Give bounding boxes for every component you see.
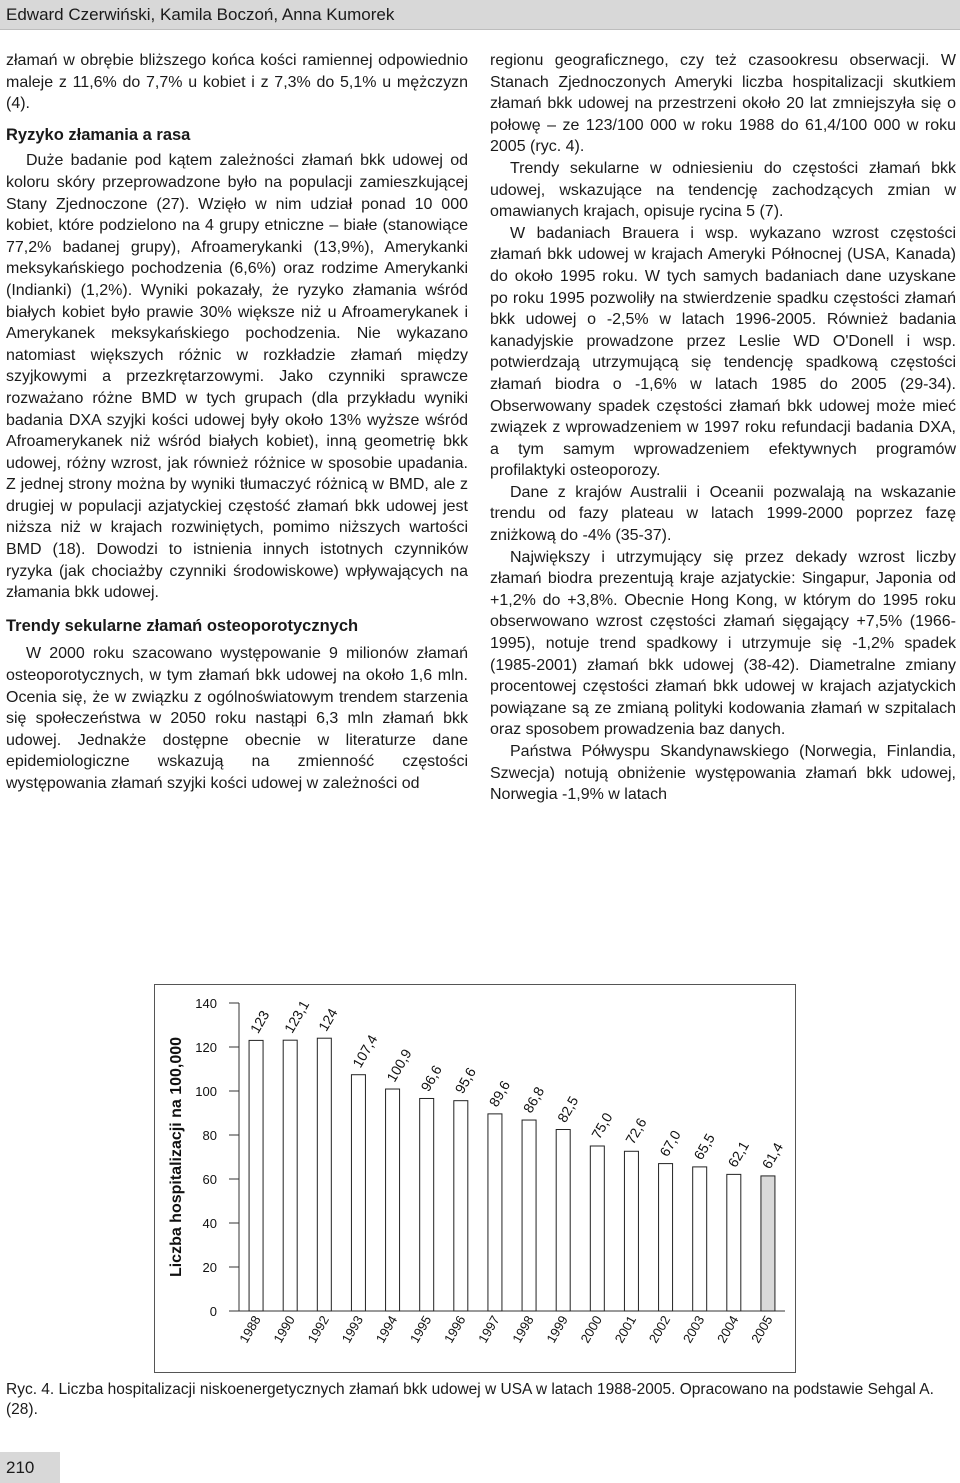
y-tick-label: 20 (202, 1260, 217, 1275)
x-tick-label-2001: 2001 (611, 1313, 640, 1346)
right-paragraph-1: regionu geograficznego, czy też czasookresu obserwacji. W Stanach Zjednoczonych Ameryki liczba hospitalizacji skutkiem złamań bkk udowej na przestrzeni około 20 lat zmniejszyła się o połowę – ze 123/100 000 w roku 1988 do 61,4/100 000 w roku 2005 (ryc. 4). (490, 52, 956, 156)
value-label-2004: 62,1 (724, 1138, 753, 1170)
page-number: 210 (0, 1452, 60, 1483)
bar-1994 (386, 1089, 400, 1311)
value-label-1996: 95,6 (451, 1064, 480, 1097)
y-axis-label: Liczba hospitalizacji na 100,000 (168, 1036, 185, 1278)
x-tick-label-2003: 2003 (679, 1313, 708, 1346)
left-column (6, 50, 468, 795)
value-label-1998: 86,8 (519, 1083, 548, 1116)
bar-1993 (351, 1075, 365, 1311)
bar-1997 (488, 1114, 502, 1311)
bar-chart-svg (155, 985, 795, 1372)
value-label-1988: 123 (246, 1007, 273, 1036)
right-paragraph-3: W badaniach Brauera i wsp. wykazano wzrost częstości złamań bkk udowej w krajach Ameryki Północnej (USA, Kanada) do około 1995 roku. W tych samych badaniach dane uzyskane po roku 1995 pozwoliły na stwierdzenie spadku częstości złamań bkk udowej o -2,5% w latach 1996-2005. Również badania kanadyjskie prowadzone przez Leslie WD O'Donell i wsp. potwierdzają utrzymującą się tendencję spadkową częstości złamań biodra o -1,6% w latach 1985 do 2005 (29-34). Obserwowany spadek częstości złamań bkk udowej może mieć związek z wprowadzeniem w 1997 roku refundacji badania DXA, a tym samym wprowadzeniem efektywnych programów profilaktyki osteoporozy. (490, 224, 956, 480)
bar-1999 (556, 1130, 570, 1312)
value-label-1992: 124 (315, 1005, 341, 1034)
left-paragraph-3: W 2000 roku szacowano występowanie 9 milionów złamań osteoporotycznych, w tym złamań bkk udowej na około 1,6 mln. Ocenia się, że w związku z ogólnoświatowym trendem starzenia się społeczeństwa w 2050 roku nastąpi 6,3 mln złamań bkk udowej. Jednakże dostępne obecnie w literaturze dane epidemiologiczne wskazują na zmienność częstości występowania złamań szyjki kości udowej w zależności od (6, 645, 468, 792)
y-tick-label: 140 (195, 996, 217, 1011)
x-tick-label-1996: 1996 (440, 1313, 469, 1346)
x-tick-label-1992: 1992 (304, 1313, 332, 1346)
bar-2005 (761, 1176, 775, 1311)
bar-2000 (590, 1146, 604, 1311)
value-label-1993: 107,4 (349, 1031, 381, 1071)
x-tick-label-1990: 1990 (270, 1313, 298, 1346)
left-paragraph-2: Duże badanie pod kątem zależności złamań bkk udowej od koloru skóry przeprowadzone było na populacji zamieszkującej Stany Zjednoczone (27). Wzięło w nim udział ponad 10 000 kobiet, które podzielono na 4 grupy etniczne – białe (stanowiące 77,2% badanej grupy), Afroamerykanki (13,9%), Amerykanki meksykańskiego pochodzenia (6,6%) oraz rodzime Amerykanki (Indianki) (1,2%). Wyniki pokazały, że ryzyko złamania wśród białych kobiet było prawie 30% większe niż u Afroamerykanek i Amerykanek meksykańskiego pochodzenia. Nie wykazano natomiast większych różnic w rozkładzie złamań między szyjkowymi a przezkrętarzowymi. Jako czynniki sprawcze rozważano różne BMD w tych grupach (dla przykładu wyniki badania DXA szyjki kości udowej były około 13% wyższe wśród Afroamerykanek niż wśród białych kobiet), inną geometrię bkk udowej, różny wzrost, jak również różnice w sposobie upadania. Z jednej strony można by wyniki tłumaczyć różnicą w BMD, ale z drugiej w populacji azjatyckiej częstość złamań bkk udowej jest niższa niż w krajach rozwiniętych, pomimo niższych wartości BMD (18). Dowodzi to istnienia innych istotnych czynników ryzyka (jak chociażby czynniki środowiskowe) wpływających na złamania bkk udowej. (6, 152, 468, 602)
y-tick-label: 100 (195, 1084, 217, 1099)
x-tick-label-1988: 1988 (236, 1313, 264, 1346)
x-tick-label-2004: 2004 (713, 1313, 742, 1346)
bar-1992 (317, 1038, 331, 1311)
x-tick-label-1998: 1998 (509, 1313, 537, 1346)
right-paragraph-5: Największy i utrzymujący się przez dekady wzrost liczby złamań biodra prezentują kraje azjatyckie: Singapur, Japonia od +1,2% do +3,8%. Obecnie Hong Kong, w którym do 1995 roku obserwowano wzrost częstości złamań sięgający +7,5% (1966-1995), notuje trend spadkowy i utrzymuje się -1,2% spadek (1985-2001) złamań bkk udowej (38-42). Diametralne zmiany procentowej częstości złamań bkk udowej w krajach azjatyckich powiązane są ze zmianą polityki kodowania złamań w szpitalach oraz sposobem prowadzenia baz danych. (490, 548, 956, 739)
bar-2004 (727, 1174, 741, 1311)
y-tick-label: 60 (202, 1172, 217, 1187)
value-label-1990: 123,1 (280, 997, 313, 1036)
y-tick-label: 120 (195, 1040, 217, 1055)
bar-1990 (283, 1040, 297, 1311)
x-tick-label-2005: 2005 (748, 1313, 776, 1346)
header-authors: Edward Czerwiński, Kamila Boczoń, Anna Kumorek (6, 5, 395, 24)
value-label-2005: 61,4 (758, 1139, 787, 1172)
x-tick-label-1994: 1994 (372, 1313, 401, 1346)
figure-4-chart (154, 984, 796, 1373)
right-column (490, 50, 956, 806)
bar-2001 (624, 1151, 638, 1311)
value-label-1995: 96,6 (417, 1062, 445, 1094)
x-tick-label-1997: 1997 (475, 1313, 503, 1346)
x-tick-label-2000: 2000 (577, 1313, 605, 1346)
y-tick-label: 80 (202, 1128, 217, 1143)
y-tick-label: 0 (209, 1304, 217, 1319)
value-label-1999: 82,5 (553, 1093, 582, 1125)
right-paragraph-2: Trendy sekularne w odniesieniu do częstości złamań bkk udowej, wskazujące na tendencję zachodzących zmian w omawianych krajach, opisuje rycina 5 (7). (490, 159, 956, 221)
bar-2003 (693, 1167, 707, 1311)
y-tick-label: 40 (202, 1216, 217, 1231)
value-label-2002: 67,0 (656, 1127, 684, 1160)
section-heading-trends: Trendy sekularne złamań osteoporotycznych (6, 616, 359, 635)
value-label-1997: 89,6 (485, 1077, 514, 1110)
bar-2002 (659, 1164, 673, 1311)
section-heading-race: Ryzyko złamania a rasa (6, 125, 191, 144)
value-label-2000: 75,0 (588, 1109, 616, 1142)
right-paragraph-4: Dane z krajów Australii i Oceanii pozwalają na wskazanie trendu od fazy plateau w latach 1999-2000 poprzez fazę zniżkową do -4% (35-37). (490, 483, 956, 545)
bar-1995 (420, 1098, 434, 1311)
value-label-1994: 100,9 (383, 1046, 415, 1085)
bar-1988 (249, 1040, 263, 1311)
x-tick-label-2002: 2002 (645, 1313, 674, 1346)
x-tick-label-1999: 1999 (543, 1313, 571, 1346)
bar-1996 (454, 1101, 468, 1311)
left-paragraph-1: złamań w obrębie bliższego końca kości ramiennej odpowiednio maleje z 11,6% do 7,7% u kobiet i z 7,3% do 5,1% u mężczyzn (4). (6, 52, 468, 113)
figure-caption: Ryc. 4. Liczba hospitalizacji niskoenergetycznych złamań bkk udowej w USA w latach 1988-2005. Opracowano na podstawie Sehgal A. (28). (6, 1381, 934, 1418)
value-label-2003: 65,5 (690, 1130, 718, 1163)
running-header (0, 0, 960, 30)
x-tick-label-1993: 1993 (338, 1313, 367, 1346)
right-paragraph-6: Państwa Półwyspu Skandynawskiego (Norwegia, Finlandia, Szwecja) notują obniżenie występowania złamań bkk udowej, Norwegia -1,9% w latach (490, 743, 956, 804)
x-tick-label-1995: 1995 (406, 1313, 435, 1346)
bar-1998 (522, 1120, 536, 1311)
value-label-2001: 72,6 (622, 1115, 650, 1147)
